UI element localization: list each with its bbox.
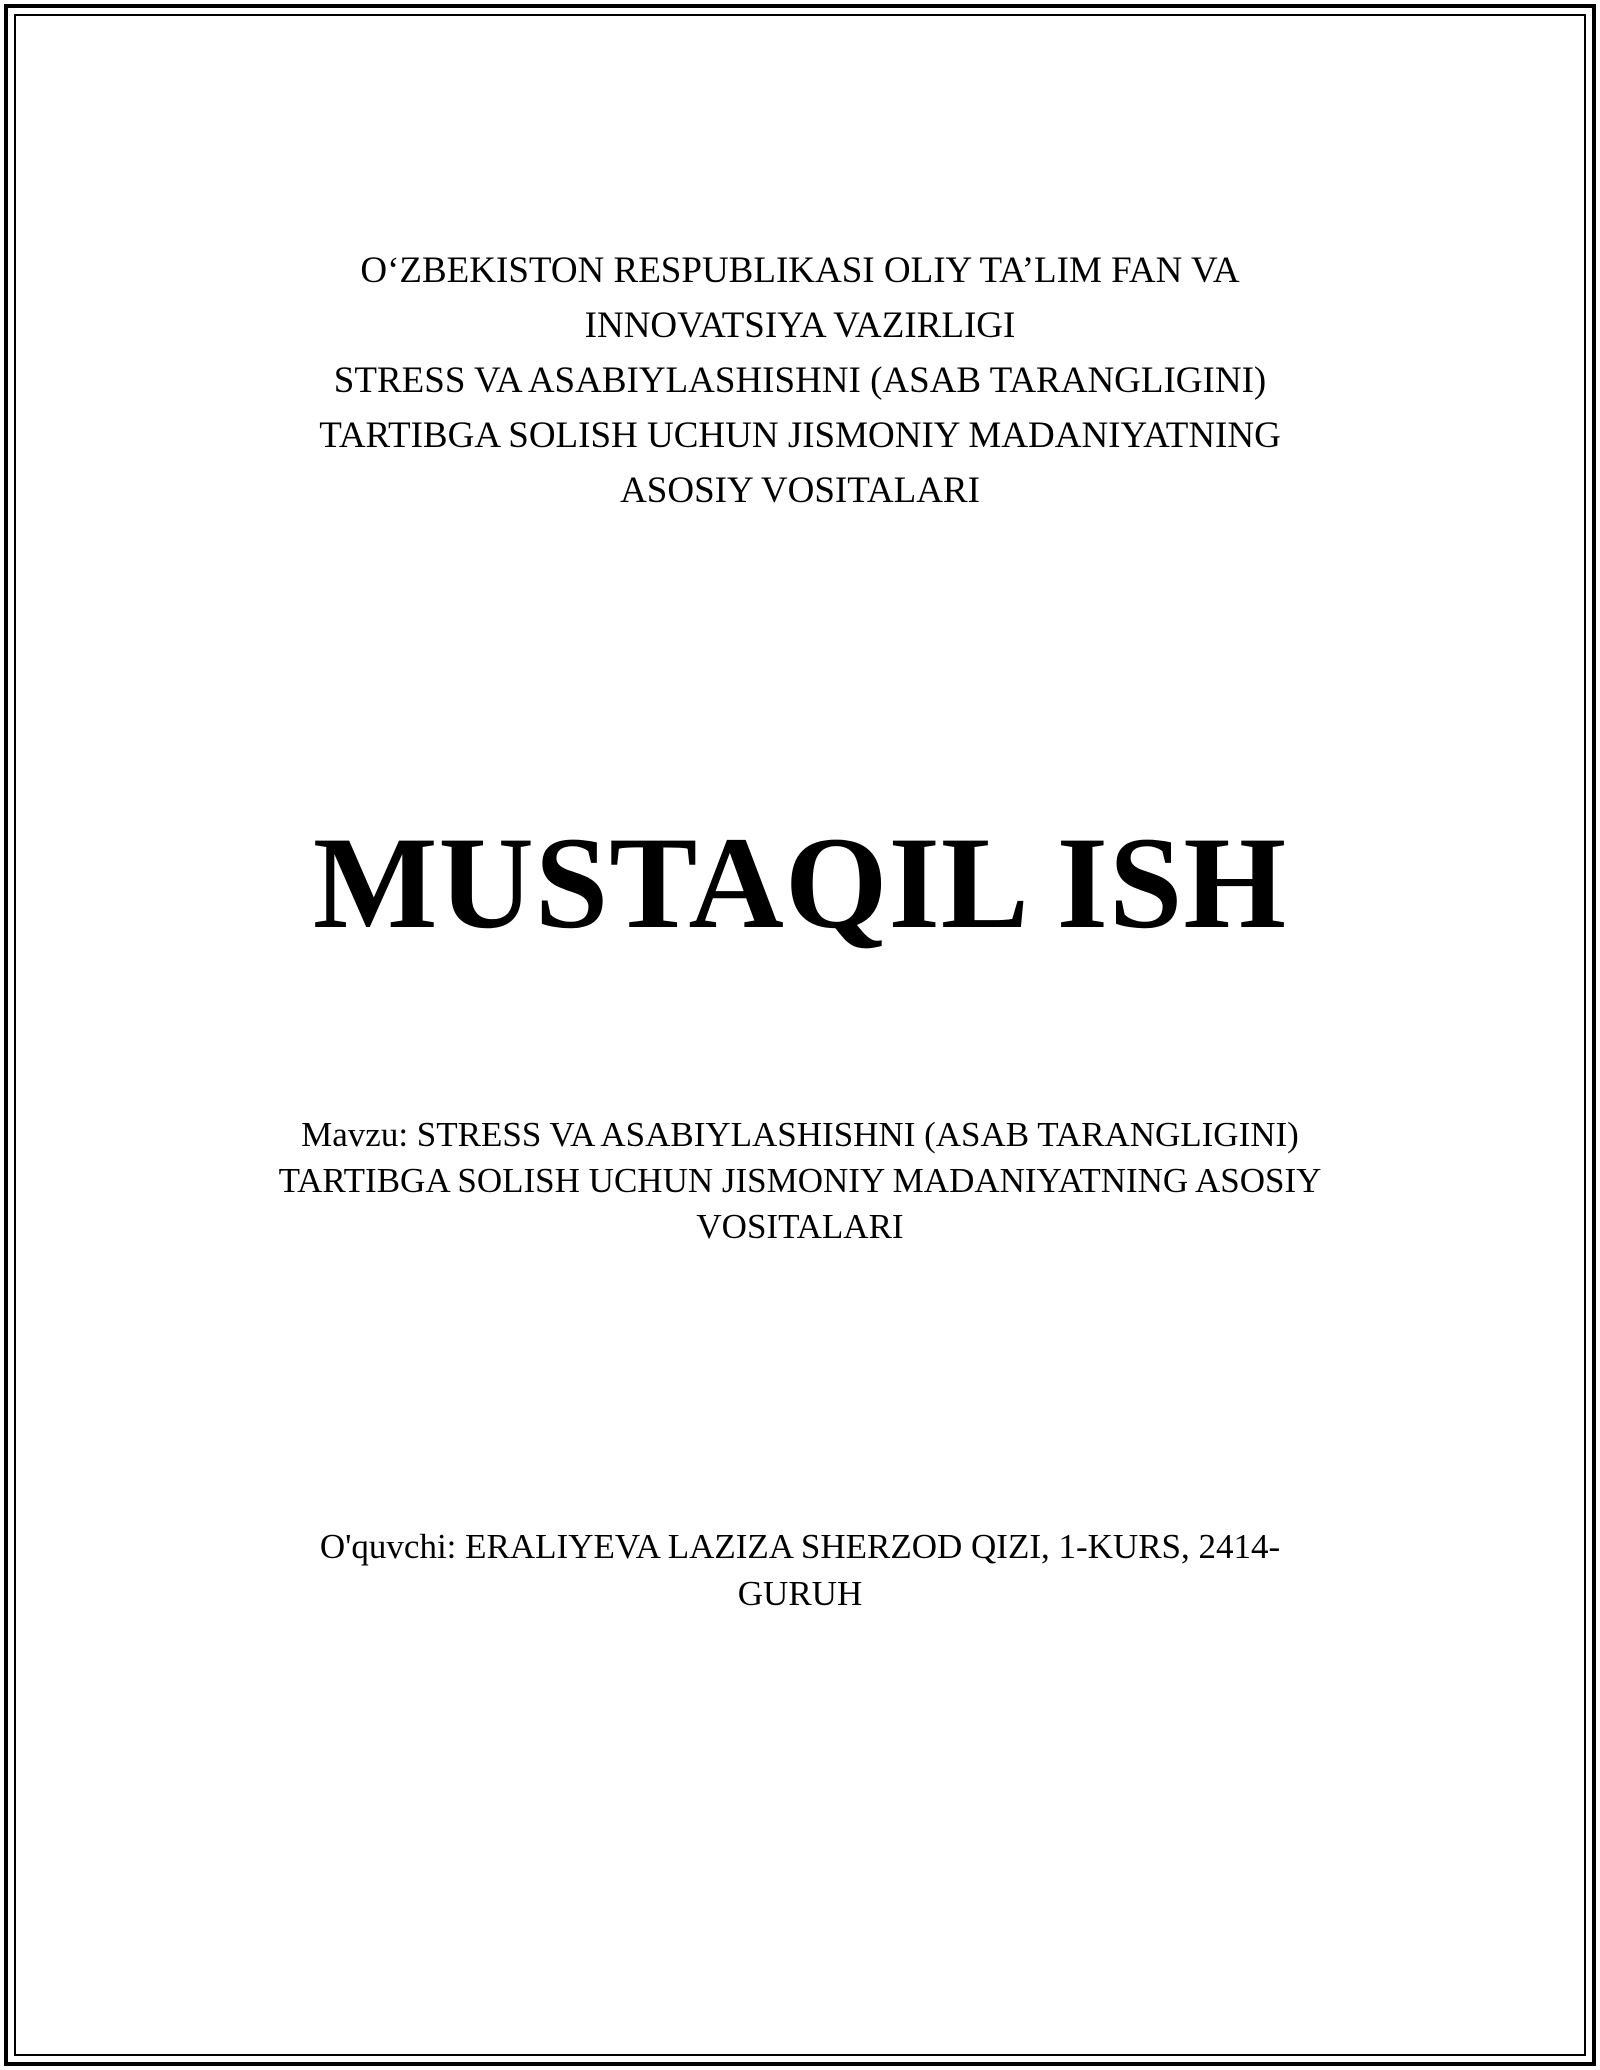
topic-line: VOSITALARI <box>696 1207 904 1246</box>
header-line: TARTIBGA SOLISH UCHUN JISMONIY MADANIYATNING <box>319 415 1281 456</box>
topic-line: Mavzu: STRESS VA ASABIYLASHISHNI (ASAB TARANGLIGINI) <box>301 1115 1299 1154</box>
header-line: INNOVATSIYA VAZIRLIGI <box>584 305 1016 346</box>
student-line: O'quvchi: ERALIYEVA LAZIZA SHERZOD QIZI, 1-KURS, 2414- <box>319 1527 1281 1566</box>
header-line: STRESS VA ASABIYLASHISHNI (ASAB TARANGLIGINI) <box>333 360 1267 401</box>
student-line: GURUH <box>737 1574 863 1613</box>
student-section <box>0 1523 1600 1617</box>
topic-line: TARTIBGA SOLISH UCHUN JISMONIY MADANIYATNING ASOSIY <box>278 1161 1322 1200</box>
header-line: O‘ZBEKISTON RESPUBLIKASI OLIY TA’LIM FAN VA <box>360 250 1240 291</box>
ministry-header <box>0 243 1600 518</box>
document-title: MUSTAQIL ISH <box>312 809 1288 956</box>
topic-section <box>0 1112 1600 1250</box>
header-line: ASOSIY VOSITALARI <box>620 470 980 511</box>
